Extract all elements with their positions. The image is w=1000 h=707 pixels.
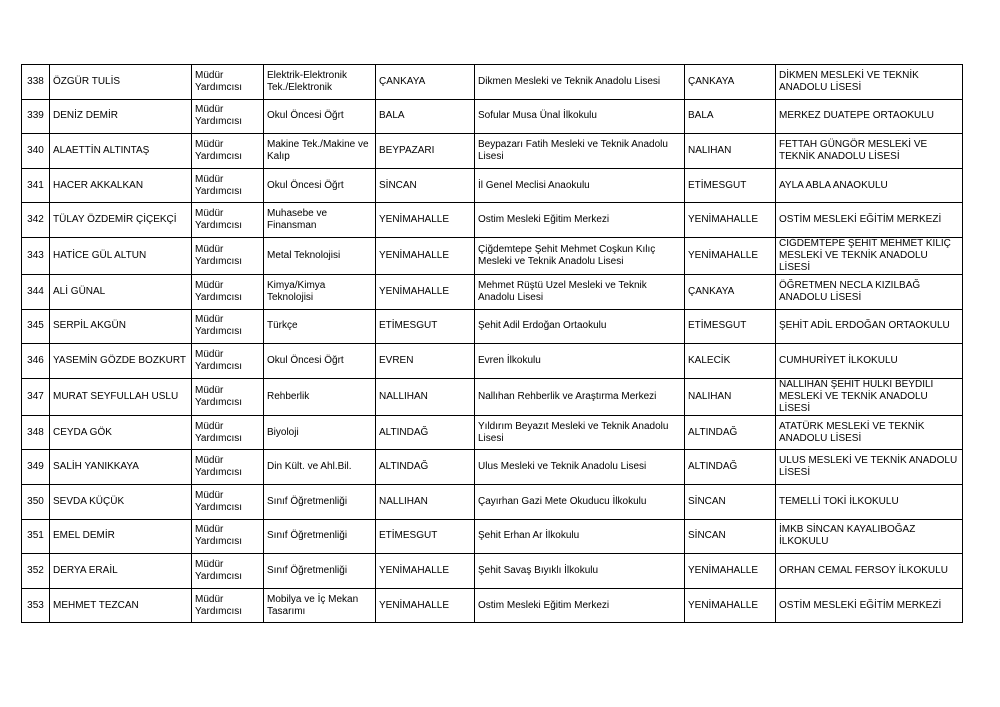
branch-field: Türkçe [264,309,376,344]
person-name: SEVDA KÜÇÜK [50,484,192,519]
person-name: DERYA ERAİL [50,554,192,589]
row-number: 346 [22,344,50,379]
assigned-district: ETİMESGUT [685,309,776,344]
current-district: NALLIHAN [376,378,475,415]
current-school: Ostim Mesleki Eğitim Merkezi [475,588,685,623]
current-district: ETİMESGUT [376,309,475,344]
branch-field: Mobilya ve İç Mekan Tasarımı [264,588,376,623]
assigned-district: ALTINDAĞ [685,450,776,485]
current-district: BEYPAZARI [376,134,475,169]
table-row [22,519,963,554]
position-title: Müdür Yardımcısı [192,484,264,519]
position-title: Müdür Yardımcısı [192,203,264,238]
person-name: HACER AKKALKAN [50,168,192,203]
position-title: Müdür Yardımcısı [192,274,264,309]
current-school: Şehit Savaş Bıyıklı İlkokulu [475,554,685,589]
assigned-school: ORHAN CEMAL FERSOY İLKOKULU [776,554,963,589]
branch-field: Okul Öncesi Öğrt [264,168,376,203]
position-title: Müdür Yardımcısı [192,415,264,450]
position-title: Müdür Yardımcısı [192,309,264,344]
position-title: Müdür Yardımcısı [192,99,264,134]
person-name: DENİZ DEMİR [50,99,192,134]
current-school: Yıldırım Beyazıt Mesleki ve Teknik Anadolu Lisesi [475,415,685,450]
current-district: YENİMAHALLE [376,274,475,309]
assigned-district: ETİMESGUT [685,168,776,203]
current-district: ALTINDAĞ [376,450,475,485]
person-name: CEYDA GÖK [50,415,192,450]
assigned-school: FETTAH GÜNGÖR MESLEKİ VE TEKNİK ANADOLU LİSESİ [776,134,963,169]
assigned-school: ŞEHİT ADİL ERDOĞAN ORTAOKULU [776,309,963,344]
row-number: 353 [22,588,50,623]
assigned-school: OSTİM MESLEKİ EĞİTİM MERKEZİ [776,203,963,238]
table-row [22,309,963,344]
position-title: Müdür Yardımcısı [192,554,264,589]
assigned-school: NALLIHAN ŞEHİT HULKİ BEYDİLİ MESLEKİ VE TEKNİK ANADOLU LİSESİ [776,378,963,415]
current-district: YENİMAHALLE [376,588,475,623]
table-row [22,588,963,623]
current-school: Nallıhan Rehberlik ve Araştırma Merkezi [475,378,685,415]
table-row [22,99,963,134]
branch-field: Biyoloji [264,415,376,450]
row-number: 345 [22,309,50,344]
person-name: EMEL DEMİR [50,519,192,554]
current-school: Beypazarı Fatih Mesleki ve Teknik Anadolu Lisesi [475,134,685,169]
assigned-district: YENİMAHALLE [685,203,776,238]
assigned-district: ÇANKAYA [685,65,776,100]
position-title: Müdür Yardımcısı [192,168,264,203]
row-number: 339 [22,99,50,134]
assigned-school: AYLA ABLA ANAOKULU [776,168,963,203]
current-district: NALLIHAN [376,484,475,519]
row-number: 351 [22,519,50,554]
table-row [22,203,963,238]
person-name: SERPİL AKGÜN [50,309,192,344]
person-name: MURAT SEYFULLAH USLU [50,378,192,415]
position-title: Müdür Yardımcısı [192,344,264,379]
current-school: Sofular Musa Ünal İlkokulu [475,99,685,134]
current-school: Çayırhan Gazi Mete Okuducu İlkokulu [475,484,685,519]
position-title: Müdür Yardımcısı [192,378,264,415]
current-school: Mehmet Rüştü Uzel Mesleki ve Teknik Anadolu Lisesi [475,274,685,309]
current-school: Dikmen Mesleki ve Teknik Anadolu Lisesi [475,65,685,100]
branch-field: Sınıf Öğretmenliği [264,519,376,554]
assigned-district: YENİMAHALLE [685,554,776,589]
assigned-district: ÇANKAYA [685,274,776,309]
current-district: EVREN [376,344,475,379]
table-row [22,168,963,203]
current-district: ALTINDAĞ [376,415,475,450]
assigned-school: CİĞDEMTEPE ŞEHİT MEHMET KILIÇ MESLEKİ VE TEKNİK ANADOLU LİSESİ [776,237,963,274]
table-row [22,415,963,450]
row-number: 338 [22,65,50,100]
branch-field: Metal Teknolojisi [264,237,376,274]
position-title: Müdür Yardımcısı [192,134,264,169]
row-number: 349 [22,450,50,485]
current-school: Şehit Adil Erdoğan Ortaokulu [475,309,685,344]
position-title: Müdür Yardımcısı [192,519,264,554]
document-page [21,64,962,623]
assigned-district: YENİMAHALLE [685,588,776,623]
branch-field: Sınıf Öğretmenliği [264,484,376,519]
assigned-school: ULUS MESLEKİ VE TEKNİK ANADOLU LİSESİ [776,450,963,485]
assigned-school: CUMHURİYET İLKOKULU [776,344,963,379]
person-name: MEHMET TEZCAN [50,588,192,623]
assigned-school: ATATÜRK MESLEKİ VE TEKNİK ANADOLU LİSESİ [776,415,963,450]
table-row [22,450,963,485]
current-school: İl Genel Meclisi Anaokulu [475,168,685,203]
branch-field: Okul Öncesi Öğrt [264,99,376,134]
table-row [22,65,963,100]
assigned-district: ALTINDAĞ [685,415,776,450]
current-district: ÇANKAYA [376,65,475,100]
position-title: Müdür Yardımcısı [192,588,264,623]
assigned-district: BALA [685,99,776,134]
current-district: SİNCAN [376,168,475,203]
person-name: ÖZGÜR TULİS [50,65,192,100]
table-row [22,344,963,379]
branch-field: Din Kült. ve Ahl.Bil. [264,450,376,485]
assigned-school: OSTİM MESLEKİ EĞİTİM MERKEZİ [776,588,963,623]
position-title: Müdür Yardımcısı [192,65,264,100]
branch-field: Kimya/Kimya Teknolojisi [264,274,376,309]
person-name: YASEMİN GÖZDE BOZKURT [50,344,192,379]
assigned-district: NALIHAN [685,134,776,169]
current-school: Çiğdemtepe Şehit Mehmet Coşkun Kılıç Mesleki ve Teknik Anadolu Lisesi [475,237,685,274]
row-number: 350 [22,484,50,519]
person-name: ALAETTİN ALTINTAŞ [50,134,192,169]
person-name: HATİCE GÜL ALTUN [50,237,192,274]
branch-field: Rehberlik [264,378,376,415]
row-number: 347 [22,378,50,415]
branch-field: Okul Öncesi Öğrt [264,344,376,379]
table-row [22,237,963,274]
table-row [22,378,963,415]
assigned-district: SİNCAN [685,484,776,519]
assignment-table [21,64,963,623]
current-school: Ulus Mesleki ve Teknik Anadolu Lisesi [475,450,685,485]
branch-field: Elektrik-Elektronik Tek./Elektronik [264,65,376,100]
current-district: ETİMESGUT [376,519,475,554]
table-row [22,554,963,589]
assigned-school: DİKMEN MESLEKİ VE TEKNİK ANADOLU LİSESİ [776,65,963,100]
table-body [22,65,963,623]
row-number: 340 [22,134,50,169]
current-school: Şehit Erhan Ar İlkokulu [475,519,685,554]
assigned-district: NALIHAN [685,378,776,415]
assigned-district: KALECİK [685,344,776,379]
table-row [22,484,963,519]
assigned-school: TEMELLİ TOKİ İLKOKULU [776,484,963,519]
row-number: 344 [22,274,50,309]
assigned-district: SİNCAN [685,519,776,554]
assigned-school: ÖĞRETMEN NECLA KIZILBAĞ ANADOLU LİSESİ [776,274,963,309]
current-district: BALA [376,99,475,134]
table-row [22,274,963,309]
row-number: 342 [22,203,50,238]
row-number: 352 [22,554,50,589]
row-number: 343 [22,237,50,274]
row-number: 341 [22,168,50,203]
row-number: 348 [22,415,50,450]
position-title: Müdür Yardımcısı [192,237,264,274]
branch-field: Makine Tek./Makine ve Kalıp [264,134,376,169]
assigned-school: İMKB SİNCAN KAYALIBOĞAZ İLKOKULU [776,519,963,554]
current-school: Evren İlkokulu [475,344,685,379]
current-district: YENİMAHALLE [376,554,475,589]
assigned-school: MERKEZ DUATEPE ORTAOKULU [776,99,963,134]
current-district: YENİMAHALLE [376,203,475,238]
assigned-district: YENİMAHALLE [685,237,776,274]
person-name: SALİH YANIKKAYA [50,450,192,485]
person-name: TÜLAY ÖZDEMİR ÇİÇEKÇİ [50,203,192,238]
table-row [22,134,963,169]
current-district: YENİMAHALLE [376,237,475,274]
position-title: Müdür Yardımcısı [192,450,264,485]
branch-field: Muhasebe ve Finansman [264,203,376,238]
person-name: ALİ GÜNAL [50,274,192,309]
branch-field: Sınıf Öğretmenliği [264,554,376,589]
current-school: Ostim Mesleki Eğitim Merkezi [475,203,685,238]
